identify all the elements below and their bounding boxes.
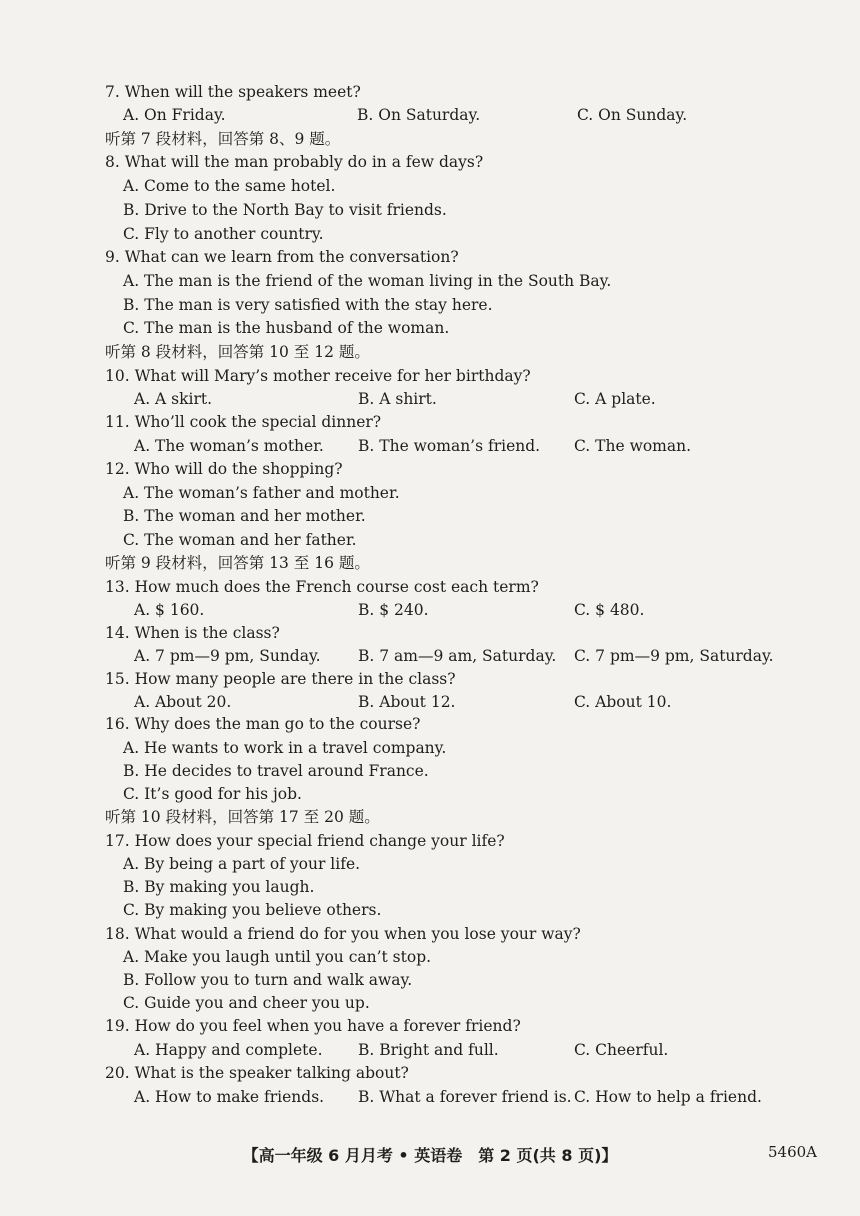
answer-option: A. Happy and complete. — [134, 1041, 323, 1059]
answer-option: B. Bright and full. — [358, 1041, 499, 1059]
answer-option: B. Follow you to turn and walk away. — [123, 971, 413, 989]
answer-option: B. $ 240. — [358, 601, 429, 619]
section-instruction: 听第 7 段材料，回答第 8、9 题。 — [105, 130, 341, 148]
answer-option: C. A plate. — [574, 390, 656, 408]
answer-option: C. The woman and her father. — [123, 531, 357, 549]
question-text: 11. Who’ll cook the special dinner? — [105, 413, 382, 431]
answer-option: B. A shirt. — [358, 390, 437, 408]
section-instruction: 听第 8 段材料，回答第 10 至 12 题。 — [105, 343, 370, 361]
answer-option: C. Cheerful. — [574, 1041, 669, 1059]
page-footer: 【高一年级 6 月月考 • 英语卷 第 2 页(共 8 页)】 — [242, 1146, 618, 1165]
answer-option: C. By making you believe others. — [123, 901, 382, 919]
answer-option: A. $ 160. — [134, 601, 205, 619]
question-text: 7. When will the speakers meet? — [105, 83, 361, 101]
answer-option: C. 7 pm—9 pm, Saturday. — [574, 647, 774, 665]
answer-option: C. The woman. — [574, 437, 692, 455]
question-text: 8. What will the man probably do in a few days? — [105, 153, 484, 171]
question-text: 15. How many people are there in the class? — [105, 670, 456, 688]
question-text: 16. Why does the man go to the course? — [105, 715, 421, 733]
question-text: 12. Who will do the shopping? — [105, 460, 343, 478]
answer-option: A. By being a part of your life. — [123, 855, 361, 873]
answer-option: B. The woman’s friend. — [358, 437, 541, 455]
question-text: 14. When is the class? — [105, 624, 280, 642]
answer-option: A. A skirt. — [134, 390, 213, 408]
answer-option: A. The woman’s father and mother. — [123, 484, 400, 502]
paper-code: 5460A — [768, 1143, 818, 1161]
answer-option: C. Fly to another country. — [123, 225, 324, 243]
answer-option: C. About 10. — [574, 693, 672, 711]
answer-option: A. The man is the friend of the woman living in the South Bay. — [123, 272, 612, 290]
section-instruction: 听第 10 段材料，回答第 17 至 20 题。 — [105, 808, 380, 826]
question-text: 17. How does your special friend change your life? — [105, 832, 505, 850]
answer-option: A. 7 pm—9 pm, Sunday. — [134, 647, 321, 665]
answer-option: B. 7 am—9 am, Saturday. — [358, 647, 557, 665]
answer-option: C. It’s good for his job. — [123, 785, 302, 803]
answer-option: C. Guide you and cheer you up. — [123, 994, 370, 1012]
answer-option: C. On Sunday. — [577, 106, 688, 124]
answer-option: B. About 12. — [358, 693, 456, 711]
answer-option: C. The man is the husband of the woman. — [123, 319, 450, 337]
section-instruction: 听第 9 段材料，回答第 13 至 16 题。 — [105, 554, 370, 572]
answer-option: A. The woman’s mother. — [134, 437, 324, 455]
answer-option: A. Make you laugh until you can’t stop. — [123, 948, 432, 966]
answer-option: A. Come to the same hotel. — [123, 177, 336, 195]
answer-option: B. The man is very satisfied with the stay here. — [123, 296, 493, 314]
answer-option: B. He decides to travel around France. — [123, 762, 429, 780]
question-text: 18. What would a friend do for you when you lose your way? — [105, 925, 581, 943]
answer-option: C. $ 480. — [574, 601, 645, 619]
answer-option: A. He wants to work in a travel company. — [123, 739, 447, 757]
answer-option: A. About 20. — [134, 693, 232, 711]
answer-option: B. The woman and her mother. — [123, 507, 366, 525]
answer-option: B. What a forever friend is. — [358, 1088, 572, 1106]
answer-option: C. How to help a friend. — [574, 1088, 762, 1106]
question-text: 19. How do you feel when you have a forever friend? — [105, 1017, 521, 1035]
question-text: 20. What is the speaker talking about? — [105, 1064, 409, 1082]
question-text: 10. What will Mary’s mother receive for her birthday? — [105, 367, 531, 385]
answer-option: B. By making you laugh. — [123, 878, 315, 896]
answer-option: B. On Saturday. — [357, 106, 481, 124]
question-text: 9. What can we learn from the conversation? — [105, 248, 459, 266]
answer-option: A. How to make friends. — [134, 1088, 325, 1106]
answer-option: A. On Friday. — [123, 106, 226, 124]
answer-option: B. Drive to the North Bay to visit friends. — [123, 201, 447, 219]
question-text: 13. How much does the French course cost each term? — [105, 578, 539, 596]
